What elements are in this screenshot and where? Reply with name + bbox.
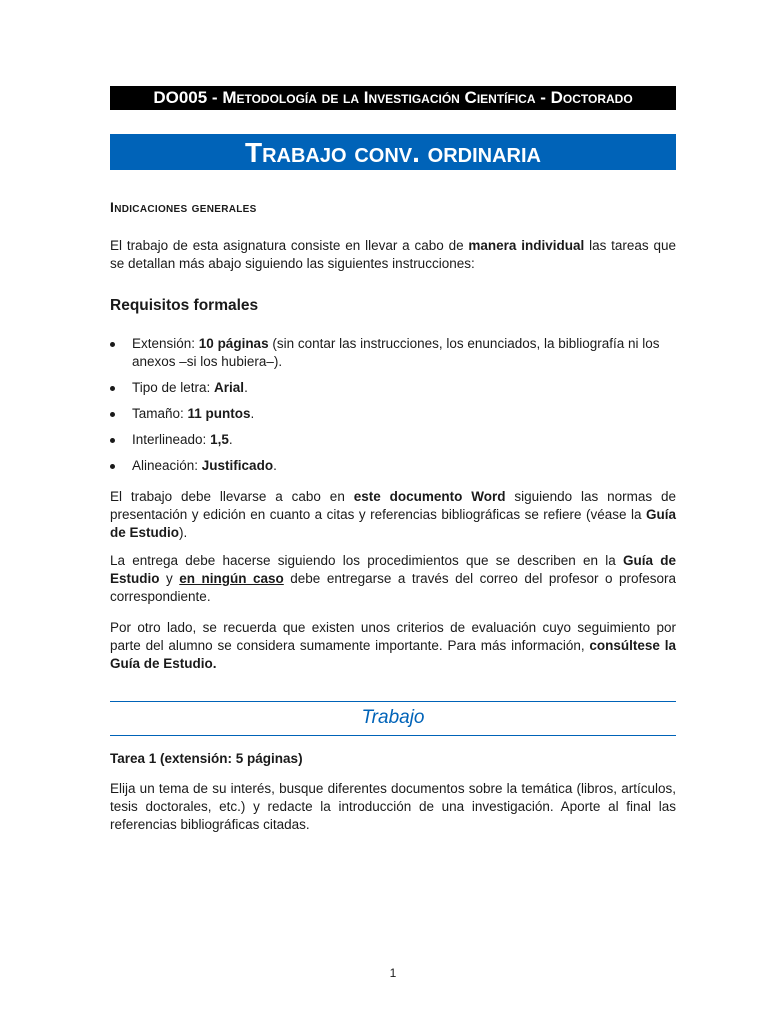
requirement-value: 11 puntos [187, 406, 251, 421]
requirement-value: 1,5 [210, 432, 229, 447]
note-text: El trabajo debe llevarse a cabo en [110, 489, 354, 504]
requirement-value: Arial [214, 380, 245, 395]
requirement-suffix: . [250, 406, 255, 421]
note-text: siguiendo las normas de presentación y edición en cuanto a citas y referencias bibliográficas se refiere (véase la [110, 489, 677, 522]
course-title-bar: DO005 - Metodología de la Investigación Científica - Doctorado [110, 86, 676, 110]
word-document-note [110, 488, 676, 542]
requirement-label: Alineación: [132, 458, 202, 473]
note-emphasis: Guía de Estudio [110, 553, 676, 586]
document-title: Trabajo conv. ordinaria [110, 134, 676, 170]
formal-requirements-heading: Requisitos formales [110, 297, 259, 314]
task-description: Elija un tema de su interés, busque diferentes documentos sobre la temática (libros, artículos, tesis doctorales, etc.) y redacte la introducción de una investigación. Aporte al final las referencias bibliográficas citadas. [110, 781, 676, 832]
work-section-heading: Trabajo [361, 707, 425, 728]
requirement-label: Interlineado: [132, 432, 211, 447]
requirement-label: Tipo de letra: [132, 380, 215, 395]
requirement-label: Extensión: [132, 336, 199, 351]
intro-text-c: las tareas que se detallan más abajo siguiendo las siguientes instrucciones: [110, 238, 677, 271]
requirement-label: Tamaño: [132, 406, 188, 421]
list-item [110, 379, 676, 397]
requirement-value: Justificado [201, 458, 274, 473]
bullet-icon [110, 386, 115, 391]
page-number: 1 [389, 966, 397, 980]
list-item [110, 405, 676, 423]
requirement-suffix: . [273, 458, 277, 473]
note-underlined-emphasis: en ningún caso [179, 571, 284, 586]
note-text: y [159, 571, 180, 586]
requirement-suffix: . [244, 380, 248, 395]
evaluation-note [110, 619, 676, 673]
requirement-value: 10 páginas [198, 336, 269, 351]
intro-emphasis: manera individual [468, 238, 585, 253]
general-indications-heading: Indicaciones generales [110, 199, 257, 215]
bullet-icon [110, 438, 115, 443]
section-divider-top [110, 701, 676, 702]
note-text: ). [179, 525, 188, 540]
note-text: Por otro lado, se recuerda que existen unos criterios de evaluación cuyo seguimiento por parte del alumno se considera sumamente importante. Para más información, [110, 620, 676, 653]
bullet-icon [110, 342, 115, 347]
section-divider-bottom [110, 735, 676, 736]
note-emphasis: consúltese la Guía de Estudio. [110, 638, 676, 671]
bullet-icon [110, 464, 115, 469]
list-item [110, 335, 676, 371]
note-emphasis: este documento Word [353, 489, 506, 504]
task-title: Tarea 1 (extensión: 5 páginas) [110, 751, 303, 766]
note-emphasis: Guía de Estudio [110, 507, 676, 540]
requirements-list [110, 335, 676, 483]
list-item [110, 457, 676, 475]
note-text: La entrega debe hacerse siguiendo los procedimientos que se describen en la [110, 553, 623, 568]
intro-text-a: El trabajo de esta asignatura consiste en llevar a cabo de [110, 238, 469, 253]
bullet-icon [110, 412, 115, 417]
list-item [110, 431, 676, 449]
requirement-suffix: (sin contar las instrucciones, los enunciados, la bibliografía ni los anexos –si los hubiera–). [132, 336, 660, 369]
requirement-suffix: . [228, 432, 233, 447]
delivery-note [110, 552, 676, 606]
intro-paragraph [110, 237, 676, 273]
note-text: debe entregarse a través del correo del profesor o profesora correspondiente. [110, 571, 676, 604]
